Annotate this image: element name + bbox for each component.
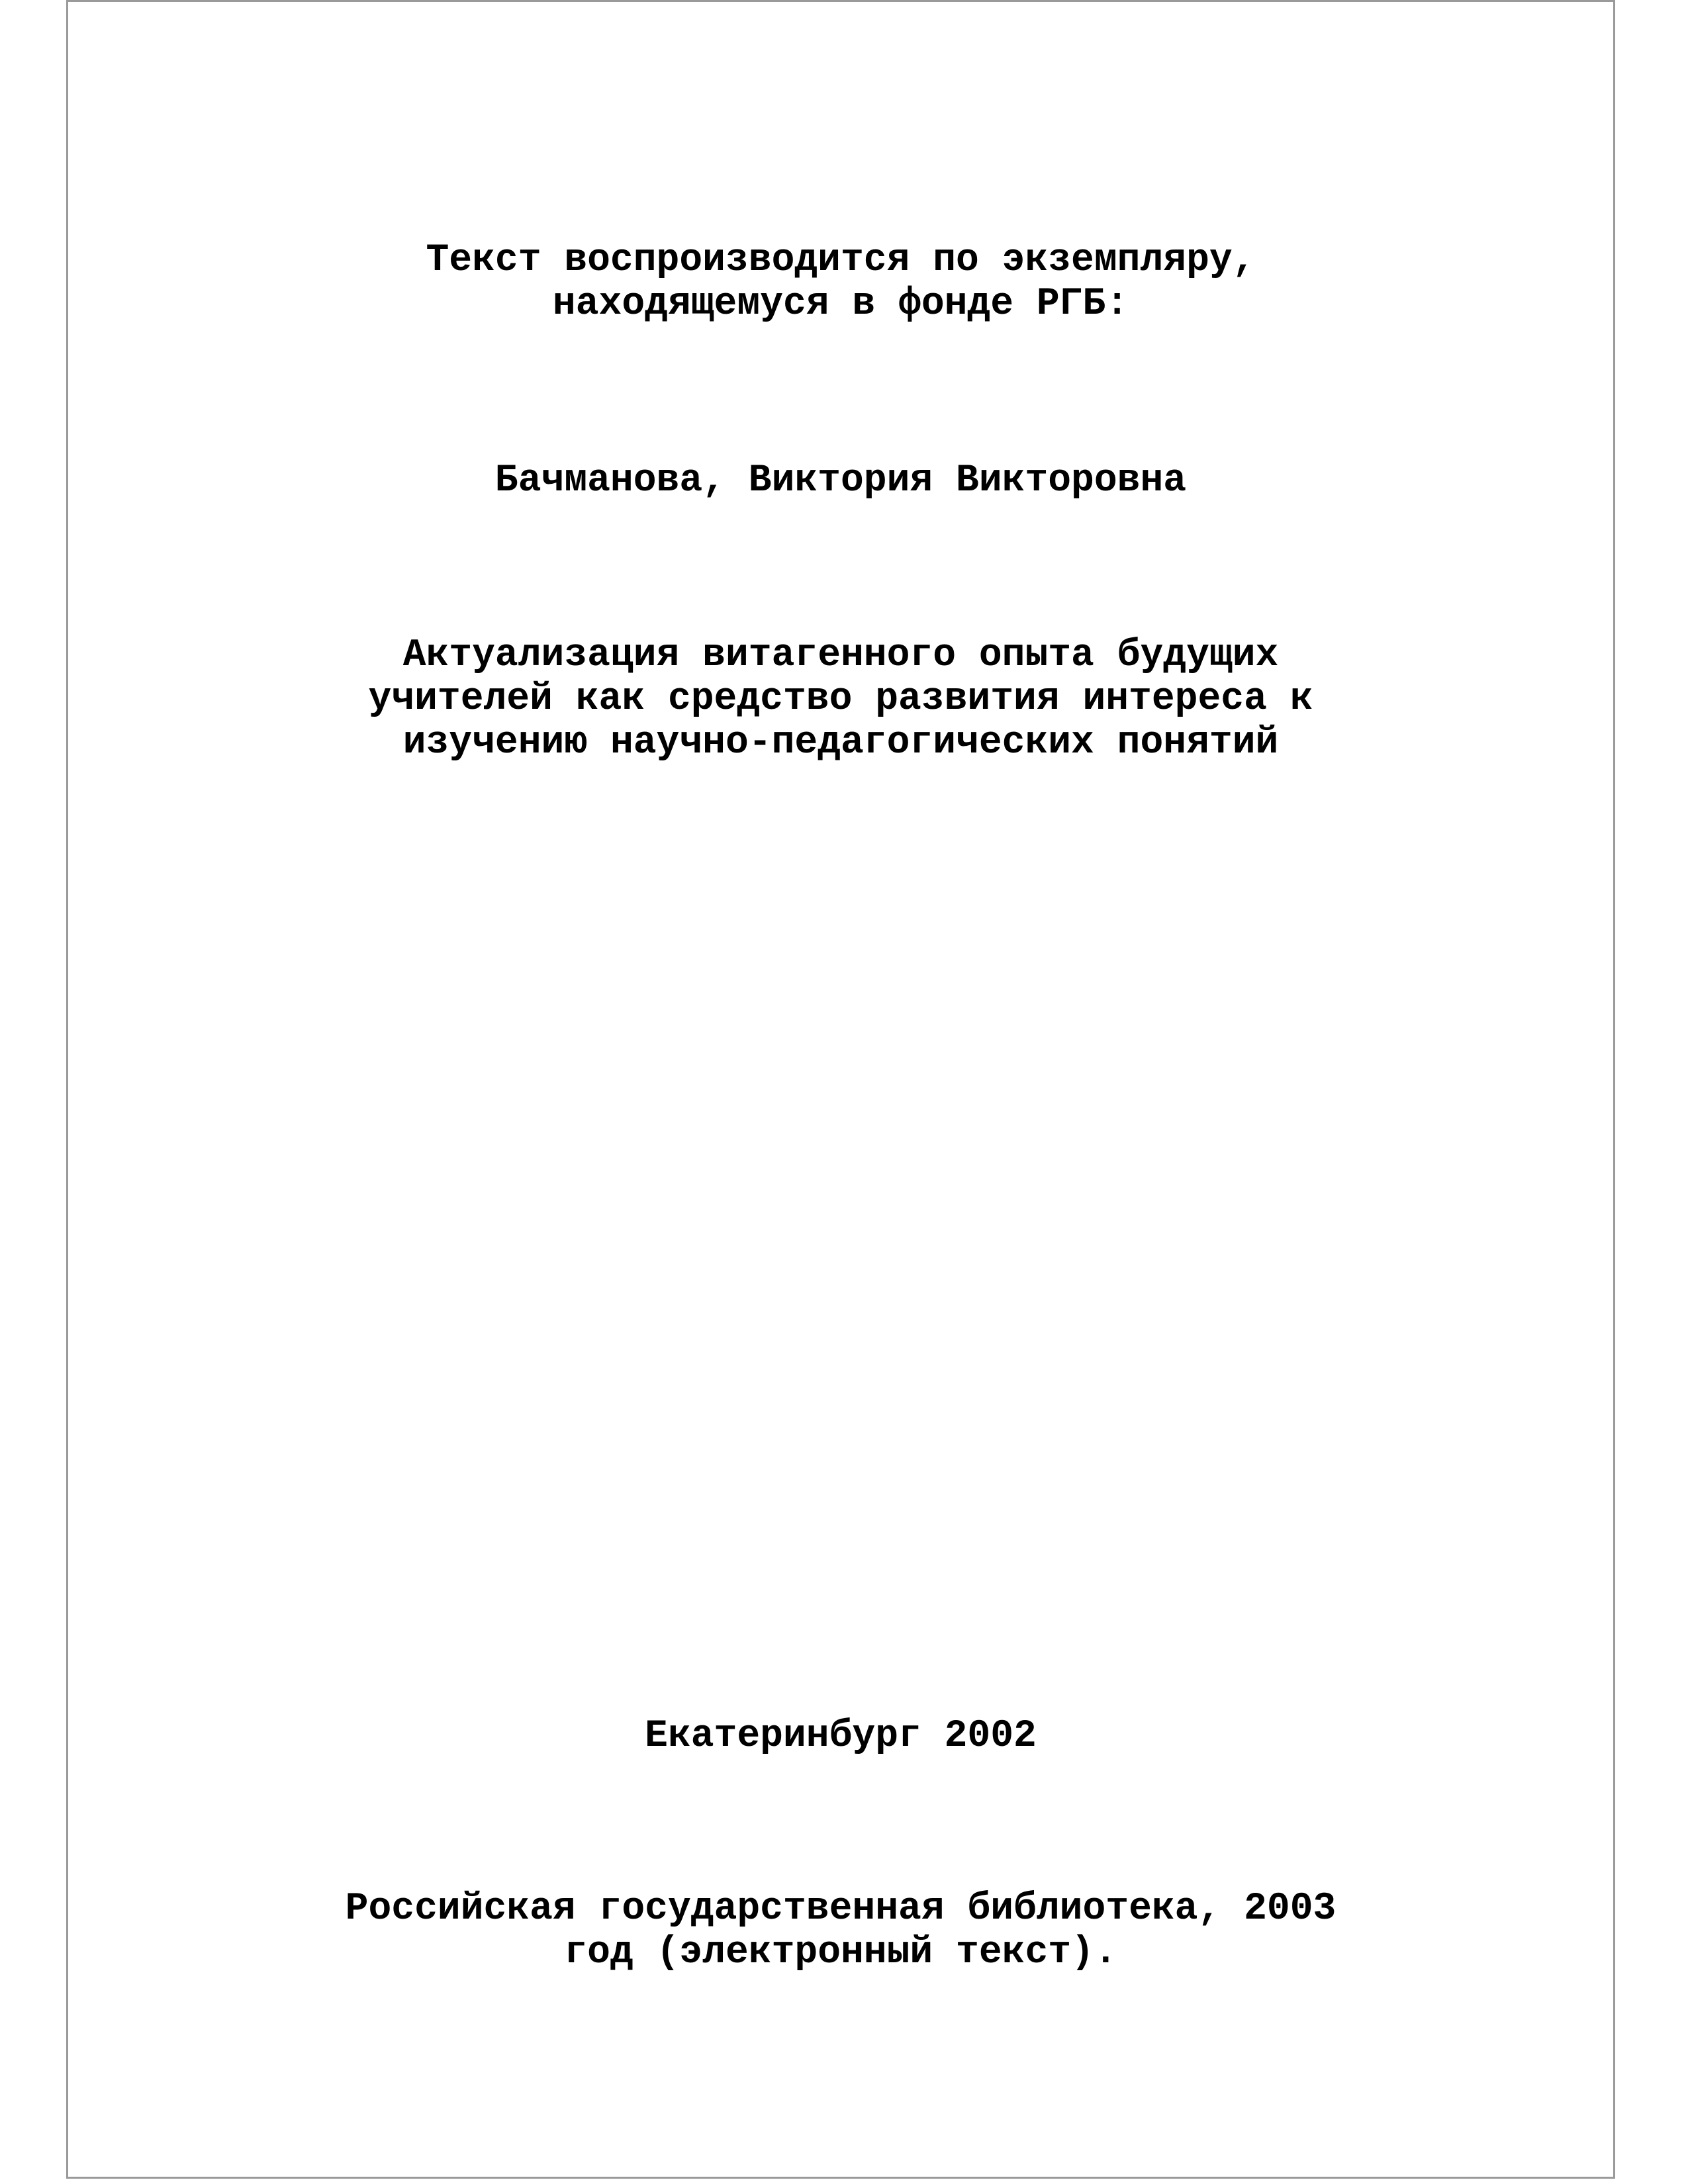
place-year-line: Екатеринбург 2002 [645,1715,1037,1758]
library-line-2: год (электронный текст). [564,1931,1117,1974]
title-line-1: Актуализация витагенного опыта будущих [402,634,1279,677]
title-line-3: изучению научно-педагогических понятий [402,721,1279,764]
author-name [66,459,1615,503]
notice-line-2: находящемуся в фонде РГБ: [552,283,1129,326]
notice-line-1: Текст воспроизводится по экземпляру, [426,239,1256,282]
author-line: Бачманова, Виктория Викторовна [494,459,1187,502]
document-title [66,634,1615,765]
reproduction-notice [66,239,1615,326]
page-border [66,0,1615,2179]
library-note [66,1888,1615,1975]
title-line-2: учителей как средство развития интереса к [368,678,1313,721]
place-and-year [66,1715,1615,1758]
library-line-1: Российская государственная библиотека, 2003 [345,1888,1336,1931]
